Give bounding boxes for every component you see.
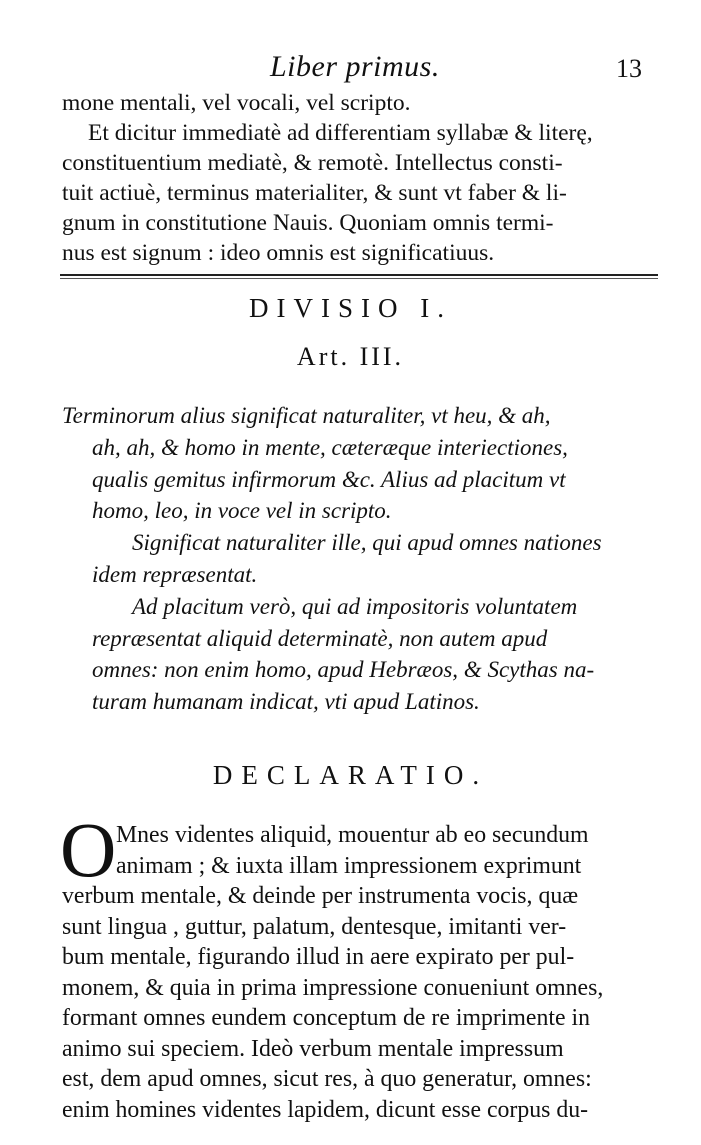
text-line: bum mentale, figurando illud in aere expirato per pul- [62, 944, 575, 970]
section-heading: DIVISIO I. [249, 293, 452, 323]
text-line: enim homines videntes lapidem, dicunt esse corpus du- [62, 1096, 589, 1123]
text-line: idem repræsentat. [92, 561, 258, 587]
text-line: Et dicitur immediatè ad differentiam syllabæ & literę, [88, 120, 593, 146]
text-line: repræsentat aliquid determinatè, non autem apud [92, 625, 548, 651]
section-divider [60, 274, 658, 279]
text-line: verbum mentale, & deinde per instrumenta vocis, quæ [62, 883, 579, 909]
text-line: Terminorum alius significat naturaliter, vt heu, & ah, [62, 403, 551, 428]
text-line: est, dem apud omnes, sicut res, à quo generatur, omnes: [62, 1066, 592, 1092]
text-line: omnes: non enim homo, apud Hebræos, & Scythas na- [92, 657, 595, 683]
text-line: Significat naturaliter ille, qui apud omnes nationes [132, 530, 602, 556]
text-line: Mnes videntes aliquid, mouentur ab eo secundum [116, 822, 589, 848]
text-line: sunt lingua , guttur, palatum, dentesque, imitanti ver- [62, 913, 567, 940]
declaratio-heading: DECLARATIO. [212, 760, 489, 790]
article-heading: Art. III. [296, 342, 405, 371]
text-line: homo, leo, in voce vel in scripto. [92, 498, 392, 524]
text-line: qualis gemitus infirmorum &c. Alius ad placitum vt [92, 466, 566, 492]
article-text [62, 400, 652, 718]
text-line: tuit actiuè, terminus materialiter, & sunt vt faber & li- [62, 180, 567, 206]
text-line: ah, ah, & homo in mente, cæteræque interiectiones, [92, 434, 568, 460]
declaratio-text [62, 820, 652, 1125]
top-paragraph [62, 88, 652, 268]
text-line: animo sui speciem. Ideò verbum mentale impressum [62, 1035, 564, 1062]
text-line: formant omnes eundem conceptum de re imprimente in [62, 1005, 590, 1031]
text-line: mone mentali, vel vocali, vel scripto. [62, 90, 411, 116]
text-line: constituentium mediatè, & remotè. Intellectus consti- [62, 150, 563, 176]
text-line: monem, & quia in prima impressione conueniunt omnes, [62, 974, 604, 1001]
text-line: nus est signum : ideo omnis est significatiuus. [62, 240, 495, 266]
drop-cap: O [60, 806, 117, 893]
running-title: Liber primus. [270, 50, 440, 83]
text-line: turam humanam indicat, vti apud Latinos. [92, 689, 480, 715]
text-line: gnum in constitutione Nauis. Quoniam omnis termi- [62, 210, 554, 236]
text-line: Ad placitum verò, qui ad impositoris voluntatem [132, 593, 578, 619]
running-head [0, 50, 701, 90]
page-number: 13 [616, 54, 642, 83]
text-line: animam ; & iuxta illam impressionem exprimunt [116, 852, 582, 879]
